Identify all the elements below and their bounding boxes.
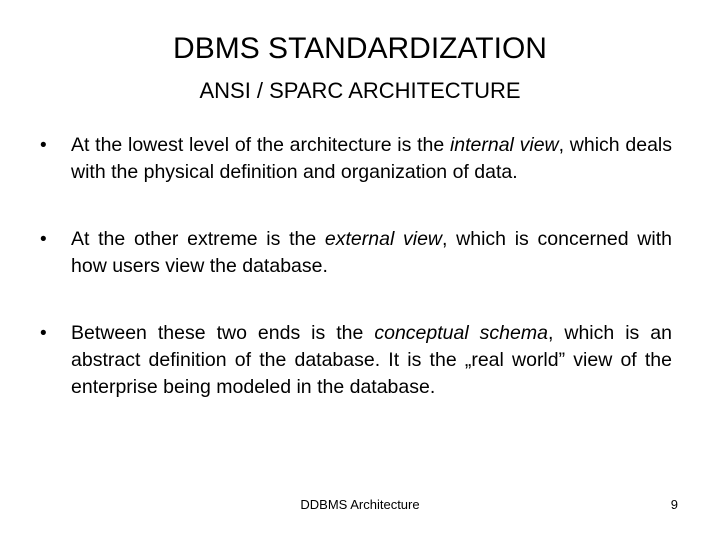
bullet-text: , which deals with the physical definition and organization of data. [71, 134, 672, 183]
bullet-item-external-view [40, 226, 672, 280]
bullet-text: , which is concerned with how users view the database. [71, 228, 672, 277]
page-number: 9 [670, 497, 678, 512]
bullet-marker: • [40, 229, 47, 250]
slide-title: DBMS STANDARDIZATION [173, 32, 547, 65]
bullet-text: Between these two ends is the [71, 322, 375, 344]
bullet-text: , which is an abstract definition of the database. It is the „real world” view of the enterprise being modeled in the database. [71, 322, 672, 398]
bullet-marker: • [40, 135, 47, 156]
bullet-emphasis: internal view [449, 134, 559, 156]
bullet-emphasis: external view [324, 228, 443, 250]
bullet-item-internal-view [40, 132, 672, 186]
bullet-emphasis: conceptual schema [374, 322, 548, 344]
bullet-marker: • [40, 323, 47, 344]
bullet-item-conceptual-schema [40, 320, 672, 401]
bullet-text: At the lowest level of the architecture is the [71, 134, 450, 156]
slide-subtitle: ANSI / SPARC ARCHITECTURE [199, 78, 521, 103]
bullet-text: At the other extreme is the [71, 228, 325, 250]
slide-footer: DDBMS Architecture [300, 497, 420, 512]
bullet-list [40, 132, 672, 401]
